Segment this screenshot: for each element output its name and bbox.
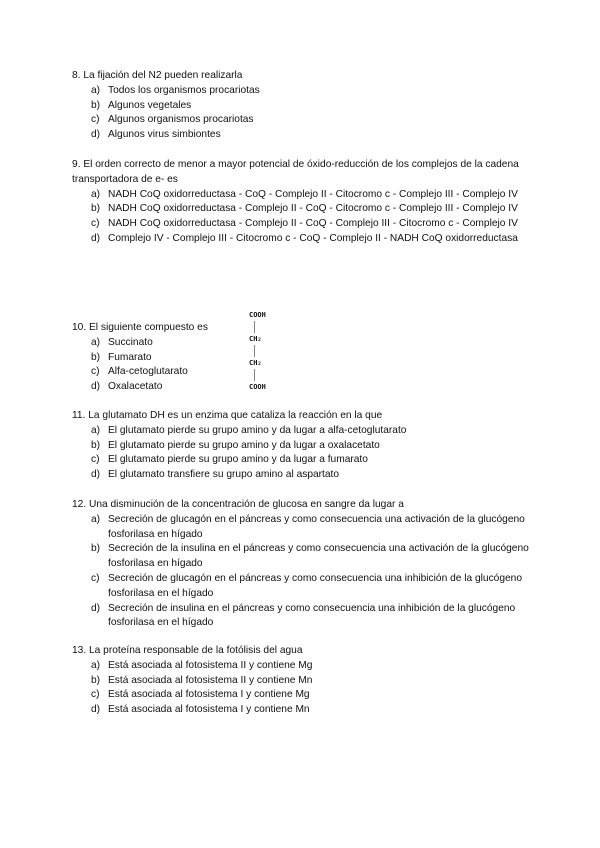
structure-mid1: CH₂ (249, 335, 262, 343)
question-9 (72, 158, 542, 247)
question-title: 8. La fijación del N2 pueden realizarla (72, 70, 243, 81)
option-b: b) Algunos vegetales (91, 99, 192, 111)
option-b: b) El glutamato pierde su grupo amino y da lugar a oxalacetato (91, 439, 380, 451)
option-a: a) El glutamato pierde su grupo amino y da lugar a alfa-cetoglutarato (91, 424, 407, 436)
question-title: 10. El siguiente compuesto es (72, 322, 208, 333)
option-d: d) El glutamato transfiere su grupo amino al aspartato (91, 469, 340, 481)
option-c: c) NADH CoQ oxidorreductasa - Complejo II - CoQ - Complejo III - Citocromo c - Complejo IV (91, 218, 518, 230)
option-b: b) Está asociada al fotosistema II y contiene Mn (91, 674, 313, 686)
option-d: d) Complejo IV - Complejo III - Citocromo c - CoQ - Complejo II - NADH CoQ oxidorreductasa (91, 232, 518, 244)
option-a: a) Todos los organismos procariotas (91, 84, 260, 96)
structure-mid2: CH₂ (249, 359, 262, 367)
question-title: 11. La glutamato DH es un enzima que cataliza la reacción en la que (72, 410, 383, 421)
structure-bond (254, 345, 255, 357)
option-d: d) Oxalacetato (91, 381, 163, 393)
option-a: a) Succinato (91, 336, 153, 348)
question-title: 13. La proteína responsable de la fotólisis del agua (72, 645, 303, 656)
option-a: a) NADH CoQ oxidorreductasa - CoQ - Complejo II - Citocromo c - Complejo III - Complejo IV (91, 188, 518, 200)
structure-bond (254, 369, 255, 381)
option-b: b) NADH CoQ oxidorreductasa - Complejo II - CoQ - Citocromo c - Complejo III - Complejo IV (91, 203, 518, 215)
option-c: c) Secreción de glucagón en el páncreas y como consecuencia una inhibición de la glucógeno fosforilasa en el hígado (91, 572, 523, 599)
option-d: d) Secreción de insulina en el páncreas y como consecuencia una inhibición de la glucógeno fosforilasa en el hígado (91, 602, 516, 629)
question-8 (72, 69, 542, 143)
structure-bond (254, 321, 255, 333)
question-title: 12. Una disminución de la concentración de glucosa en sangre da lugar a (72, 499, 404, 510)
question-13 (72, 644, 542, 718)
question-title: 9. El orden correcto de menor a mayor potencial de óxido-reducción de los complejos de la cadena transportadora de e- es (72, 159, 519, 185)
option-c: c) Está asociada al fotosistema I y contiene Mg (91, 689, 310, 701)
question-12 (72, 498, 542, 631)
option-a: a) Secreción de glucagón en el páncreas y como consecuencia una activación de la glucógeno fosforilasa en hígado (91, 513, 525, 540)
structure-top: COOH (249, 311, 266, 319)
option-d: d) Está asociada al fotosistema I y contiene Mn (91, 704, 310, 716)
option-d: d) Algunos virus simbiontes (91, 129, 221, 141)
option-a: a) Está asociada al fotosistema II y contiene Mg (91, 659, 313, 671)
option-c: c) Alfa-cetoglutarato (91, 366, 188, 378)
option-c: c) El glutamato pierde su grupo amino y da lugar a fumarato (91, 454, 368, 466)
structure-bottom: COOH (249, 383, 266, 391)
question-10 (72, 321, 542, 395)
question-11 (72, 409, 542, 483)
option-b: b) Secreción de la insulina en el páncreas y como consecuencia una activación de la glucógeno fosforilasa en hígado (91, 543, 529, 570)
option-b: b) Fumarato (91, 351, 152, 363)
option-c: c) Algunos organismos procariotas (91, 114, 254, 126)
